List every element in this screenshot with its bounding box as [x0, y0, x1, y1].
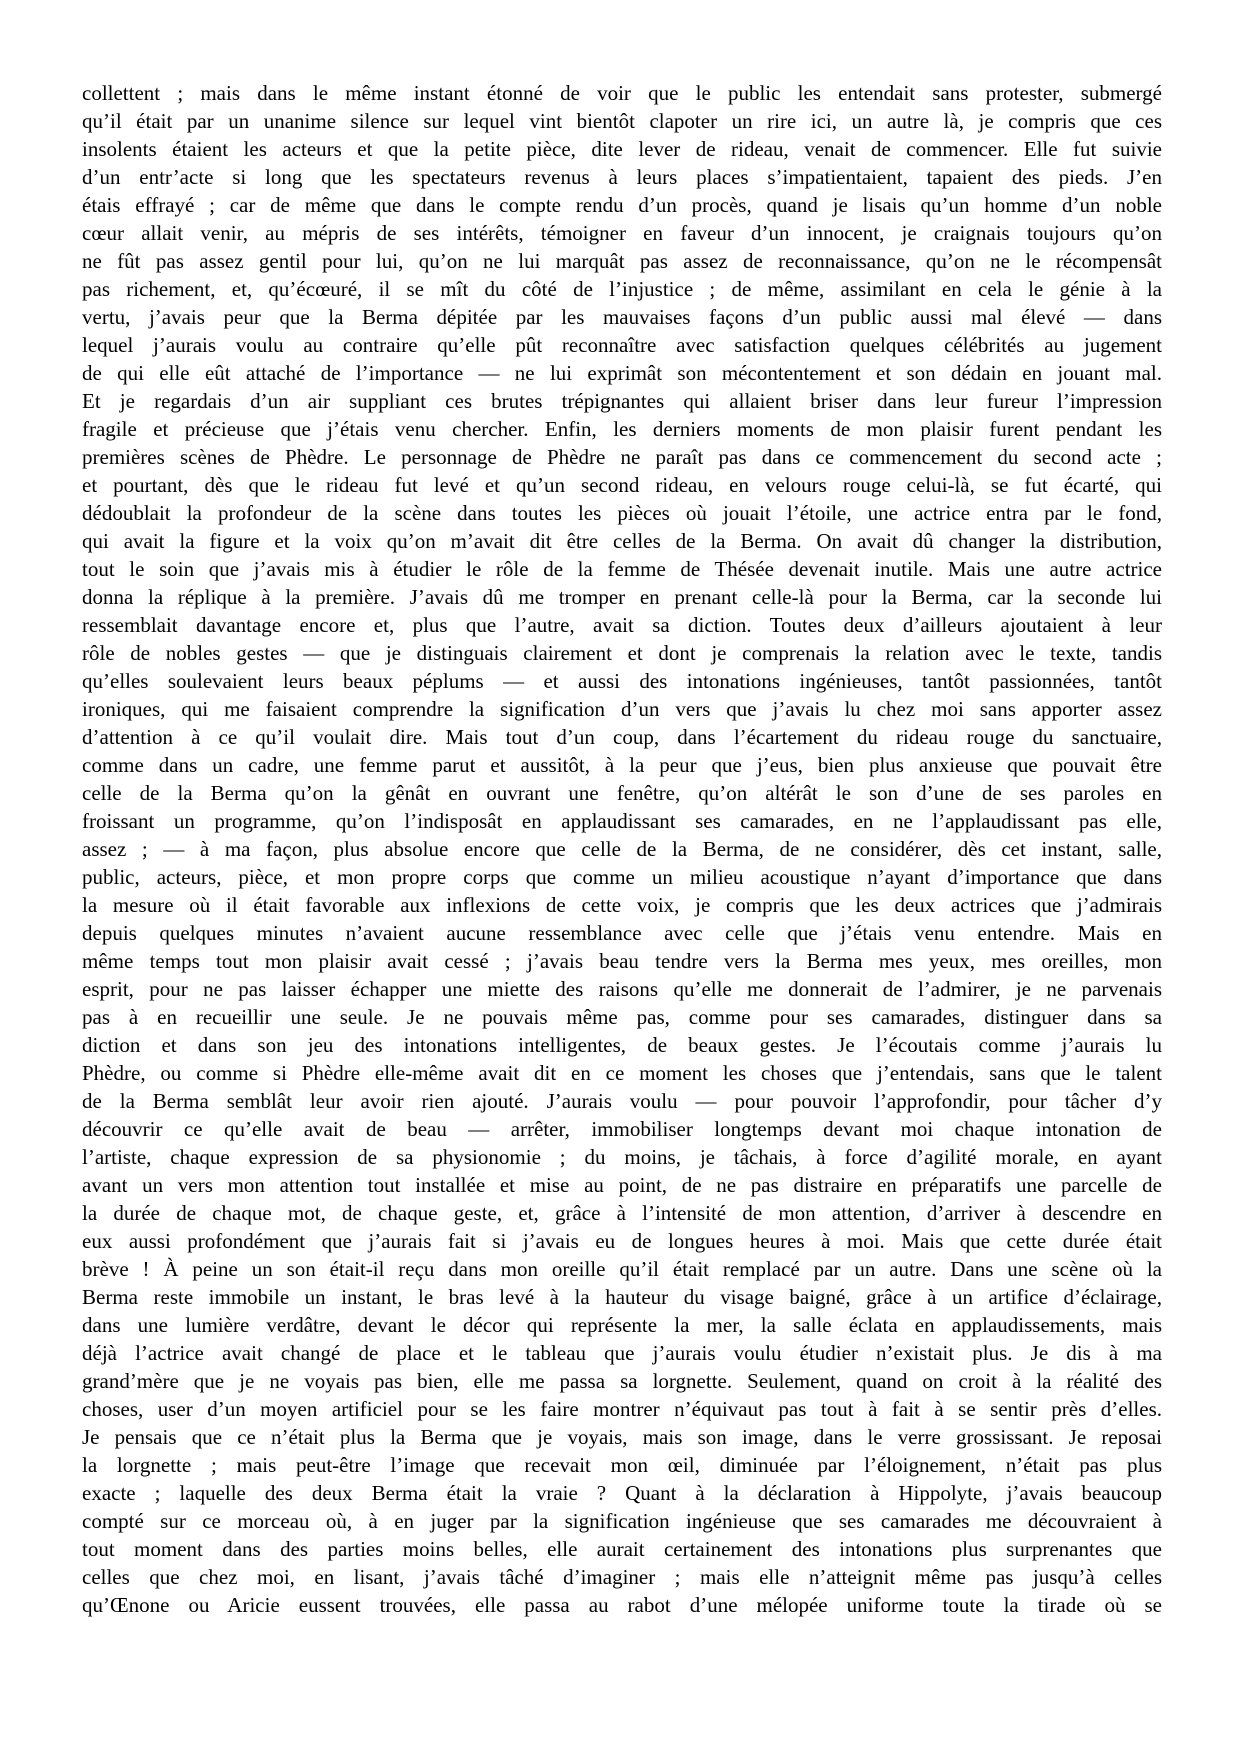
text-line: de la Berma semblât leur avoir rien ajouté. J’aurais voulu — pour pouvoir l’approfondir, pour tâcher d’y: [82, 1089, 1162, 1113]
text-line: la mesure où il était favorable aux inflexions de cette voix, je compris que les deux actrices que j’admirais: [82, 893, 1162, 917]
text-line: eux aussi profondément que j’aurais fait si j’avais eu de longues heures à moi. Mais que cette durée était: [82, 1229, 1162, 1253]
text-line: premières scènes de Phèdre. Le personnage de Phèdre ne paraît pas dans ce commencement du second acte ;: [82, 445, 1162, 469]
text-line: celles que chez moi, en lisant, j’avais tâché d’imaginer ; mais elle n’atteignit même pas jusqu’à celles: [82, 1565, 1162, 1589]
text-line: tout moment dans des parties moins belles, elle aurait certainement des intonations plus surprenantes que: [82, 1537, 1162, 1561]
text-line: grand’mère que je ne voyais pas bien, elle me passa sa lorgnette. Seulement, quand on croit à la réalité des: [82, 1369, 1162, 1393]
text-line: esprit, pour ne pas laisser échapper une miette des raisons qu’elle me donnerait de l’admirer, je ne parvenais: [82, 977, 1162, 1001]
page-body: [82, 79, 1162, 1619]
text-line: compté sur ce morceau où, à en juger par la signification ingénieuse que ses camarades me découvraient à: [82, 1509, 1162, 1533]
text-line: dédoublait la profondeur de la scène dans toutes les pièces où jouait l’étoile, une actrice entra par le fond,: [82, 501, 1162, 525]
text-line: assez ; — à ma façon, plus absolue encore que celle de la Berma, de ne considérer, dès cet instant, salle,: [82, 837, 1162, 861]
text-line: ironiques, qui me faisaient comprendre la signification d’un vers que j’avais lu chez moi sans apporter assez: [82, 697, 1162, 721]
text-line: exacte ; laquelle des deux Berma était la vraie ? Quant à la déclaration à Hippolyte, j’avais beaucoup: [82, 1481, 1162, 1505]
text-line: insolents étaient les acteurs et que la petite pièce, dite lever de rideau, venait de commencer. Elle fut suivie: [82, 137, 1162, 161]
text-line: public, acteurs, pièce, et mon propre corps que comme un milieu acoustique n’ayant d’importance que dans: [82, 865, 1162, 889]
text-line: et pourtant, dès que le rideau fut levé et qu’un second rideau, en velours rouge celui-là, se fut écarté, qui: [82, 473, 1162, 497]
text-line: qui avait la figure et la voix qu’on m’avait dit être celles de la Berma. On avait dû changer la distribution,: [82, 529, 1162, 553]
text-line: dans une lumière verdâtre, devant le décor qui représente la mer, la salle éclata en applaudissements, mais: [82, 1313, 1162, 1337]
text-line: donna la réplique à la première. J’avais dû me tromper en prenant celle-là pour la Berma, car la seconde lui: [82, 585, 1162, 609]
text-line: d’attention à ce qu’il voulait dire. Mais tout d’un coup, dans l’écartement du rideau rouge du sanctuaire,: [82, 725, 1162, 749]
text-line: ressemblait davantage encore et, plus que l’autre, avait sa diction. Toutes deux d’ailleurs ajoutaient à leur: [82, 613, 1162, 637]
text-line: cœur allait venir, au mépris de ses intérêts, témoigner en faveur d’un innocent, je craignais toujours qu’on: [82, 221, 1162, 245]
text-line: avant un vers mon attention tout installée et mise au point, de ne pas distraire en préparatifs une parcelle de: [82, 1173, 1162, 1197]
text-line: d’un entr’acte si long que les spectateurs revenus à leurs places s’impatientaient, tapaient des pieds. J’en: [82, 165, 1162, 189]
text-line: pas richement, et, qu’écœuré, il se mît du côté de l’injustice ; de même, assimilant en cela le génie à la: [82, 277, 1162, 301]
text-line: froissant un programme, qu’on l’indisposât en applaudissant ses camarades, en ne l’applaudissant pas elle,: [82, 809, 1162, 833]
text-line: Berma reste immobile un instant, le bras levé à la hauteur du visage baigné, grâce à un artifice d’éclairage,: [82, 1285, 1162, 1309]
text-line: collettent ; mais dans le même instant étonné de voir que le public les entendait sans protester, submergé: [82, 81, 1162, 105]
text-line: lequel j’aurais voulu au contraire qu’elle pût reconnaître avec satisfaction quelques célébrités au jugement: [82, 333, 1162, 357]
text-line: Phèdre, ou comme si Phèdre elle-même avait dit en ce moment les choses que j’entendais, sans que le talent: [82, 1061, 1162, 1085]
text-line: brève ! À peine un son était-il reçu dans mon oreille qu’il était remplacé par un autre. Dans une scène où la: [82, 1257, 1162, 1281]
text-line: pas à en recueillir une seule. Je ne pouvais même pas, comme pour ses camarades, distinguer dans sa: [82, 1005, 1162, 1029]
text-line: qu’il était par un unanime silence sur lequel vint bientôt clapoter un rire ici, un autre là, je compris que ces: [82, 109, 1162, 133]
text-line: rôle de nobles gestes — que je distinguais clairement et dont je comprenais la relation avec le texte, tandis: [82, 641, 1162, 665]
text-line: qu’elles soulevaient leurs beaux péplums — et aussi des intonations ingénieuses, tantôt passionnées, tantôt: [82, 669, 1162, 693]
text-line: choses, user d’un moyen artificiel pour se les faire montrer n’équivaut pas tout à fait à se sentir près d’elles.: [82, 1397, 1162, 1421]
text-line: déjà l’actrice avait changé de place et le tableau que j’aurais voulu étudier n’existait plus. Je dis à ma: [82, 1341, 1162, 1365]
text-line: découvrir ce qu’elle avait de beau — arrêter, immobiliser longtemps devant moi chaque intonation de: [82, 1117, 1162, 1141]
text-line: comme dans un cadre, une femme parut et aussitôt, à la peur que j’eus, bien plus anxieuse que pouvait être: [82, 753, 1162, 777]
text-line: diction et dans son jeu des intonations intelligentes, de beaux gestes. Je l’écoutais comme j’aurais lu: [82, 1033, 1162, 1057]
text-line: la durée de chaque mot, de chaque geste, et, grâce à l’intensité de mon attention, d’arriver à descendre en: [82, 1201, 1162, 1225]
text-line: Je pensais que ce n’était plus la Berma que je voyais, mais son image, dans le verre grossissant. Je reposai: [82, 1425, 1162, 1449]
text-line: même temps tout mon plaisir avait cessé ; j’avais beau tendre vers la Berma mes yeux, mes oreilles, mon: [82, 949, 1162, 973]
text-line: l’artiste, chaque expression de sa physionomie ; du moins, je tâchais, à force d’agilité morale, en ayant: [82, 1145, 1162, 1169]
text-line: qu’Œnone ou Aricie eussent trouvées, elle passa au rabot d’une mélopée uniforme toute la tirade où se: [82, 1593, 1162, 1617]
text-line: tout le soin que j’avais mis à étudier le rôle de la femme de Thésée devenait inutile. Mais une autre actrice: [82, 557, 1162, 581]
text-line: ne fût pas assez gentil pour lui, qu’on ne lui marquât pas assez de reconnaissance, qu’on ne le récompensât: [82, 249, 1162, 273]
text-line: celle de la Berma qu’on la gênât en ouvrant une fenêtre, qu’on altérât le son d’une de ses paroles en: [82, 781, 1162, 805]
text-line: depuis quelques minutes n’avaient aucune ressemblance avec celle que j’étais venu entendre. Mais en: [82, 921, 1162, 945]
text-line: de qui elle eût attaché de l’importance — ne lui exprimât son mécontentement et son dédain en jouant mal.: [82, 361, 1162, 385]
text-line: la lorgnette ; mais peut-être l’image que recevait mon œil, diminuée par l’éloignement, n’était pas plus: [82, 1453, 1162, 1477]
text-line: vertu, j’avais peur que la Berma dépitée par les mauvaises façons d’un public aussi mal élevé — dans: [82, 305, 1162, 329]
text-line: Et je regardais d’un air suppliant ces brutes trépignantes qui allaient briser dans leur fureur l’impression: [82, 389, 1162, 413]
text-line: étais effrayé ; car de même que dans le compte rendu d’un procès, quand je lisais qu’un homme d’un noble: [82, 193, 1162, 217]
text-line: fragile et précieuse que j’étais venu chercher. Enfin, les derniers moments de mon plaisir furent pendant les: [82, 417, 1162, 441]
